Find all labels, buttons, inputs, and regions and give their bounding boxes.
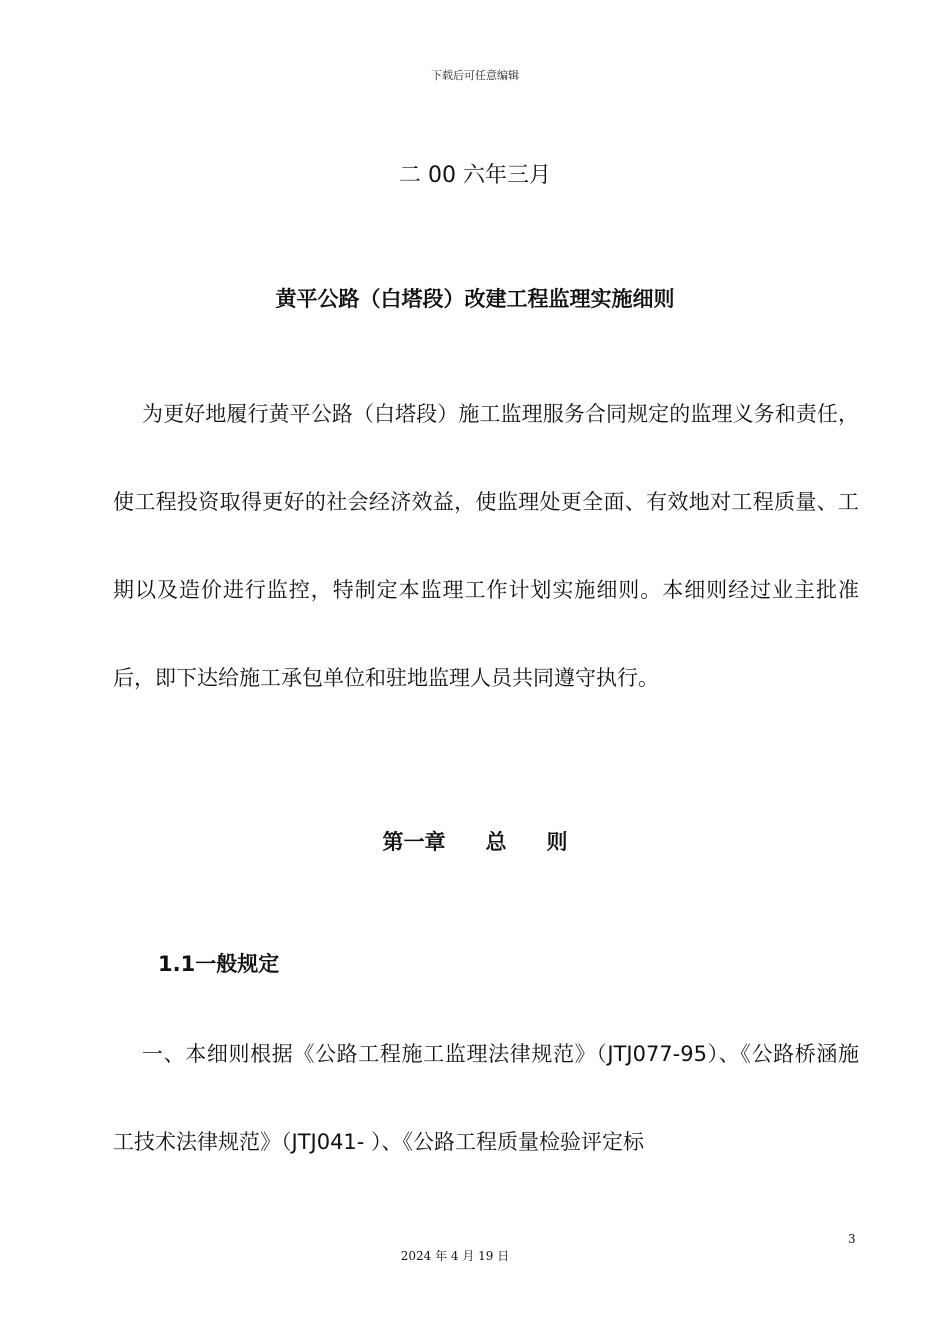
footer-date: 2024 年 4 月 19 日 (400, 1249, 510, 1263)
chapter-word-2: 则 (546, 830, 568, 854)
document-title: 黄平公路（白塔段）改建工程监理实施细则 (275, 287, 675, 311)
chapter-heading (0, 826, 950, 856)
chapter-number: 第一章 (382, 830, 446, 854)
document-date: 二 00 六年三月 (399, 163, 551, 188)
chapter-word-1: 总 (485, 830, 507, 854)
section-heading: 1.1一般规定 (158, 952, 280, 976)
header-note: 下载后可任意编辑 (431, 69, 519, 82)
page-number: 3 (848, 1232, 856, 1246)
intro-paragraph: 为更好地履行黄平公路（白塔段）施工监理服务合同规定的监理义务和责任，使工程投资取得更好的社会经济效益，使监理处更全面、有效地对工程质量、工期以及造价进行监控，特制定本监理工作计划实施细则。本细则经过业主批准后，即下达给施工承包单位和驻地监理人员共同遵守执行。 (113, 402, 859, 690)
body-paragraph: 一、本细则根据《公路工程施工监理法律规范》（JTJ077-95）、《公路桥涵施工技术法律规范》（JTJ041- ）、《公路工程质量检验评定标 (113, 1042, 859, 1154)
